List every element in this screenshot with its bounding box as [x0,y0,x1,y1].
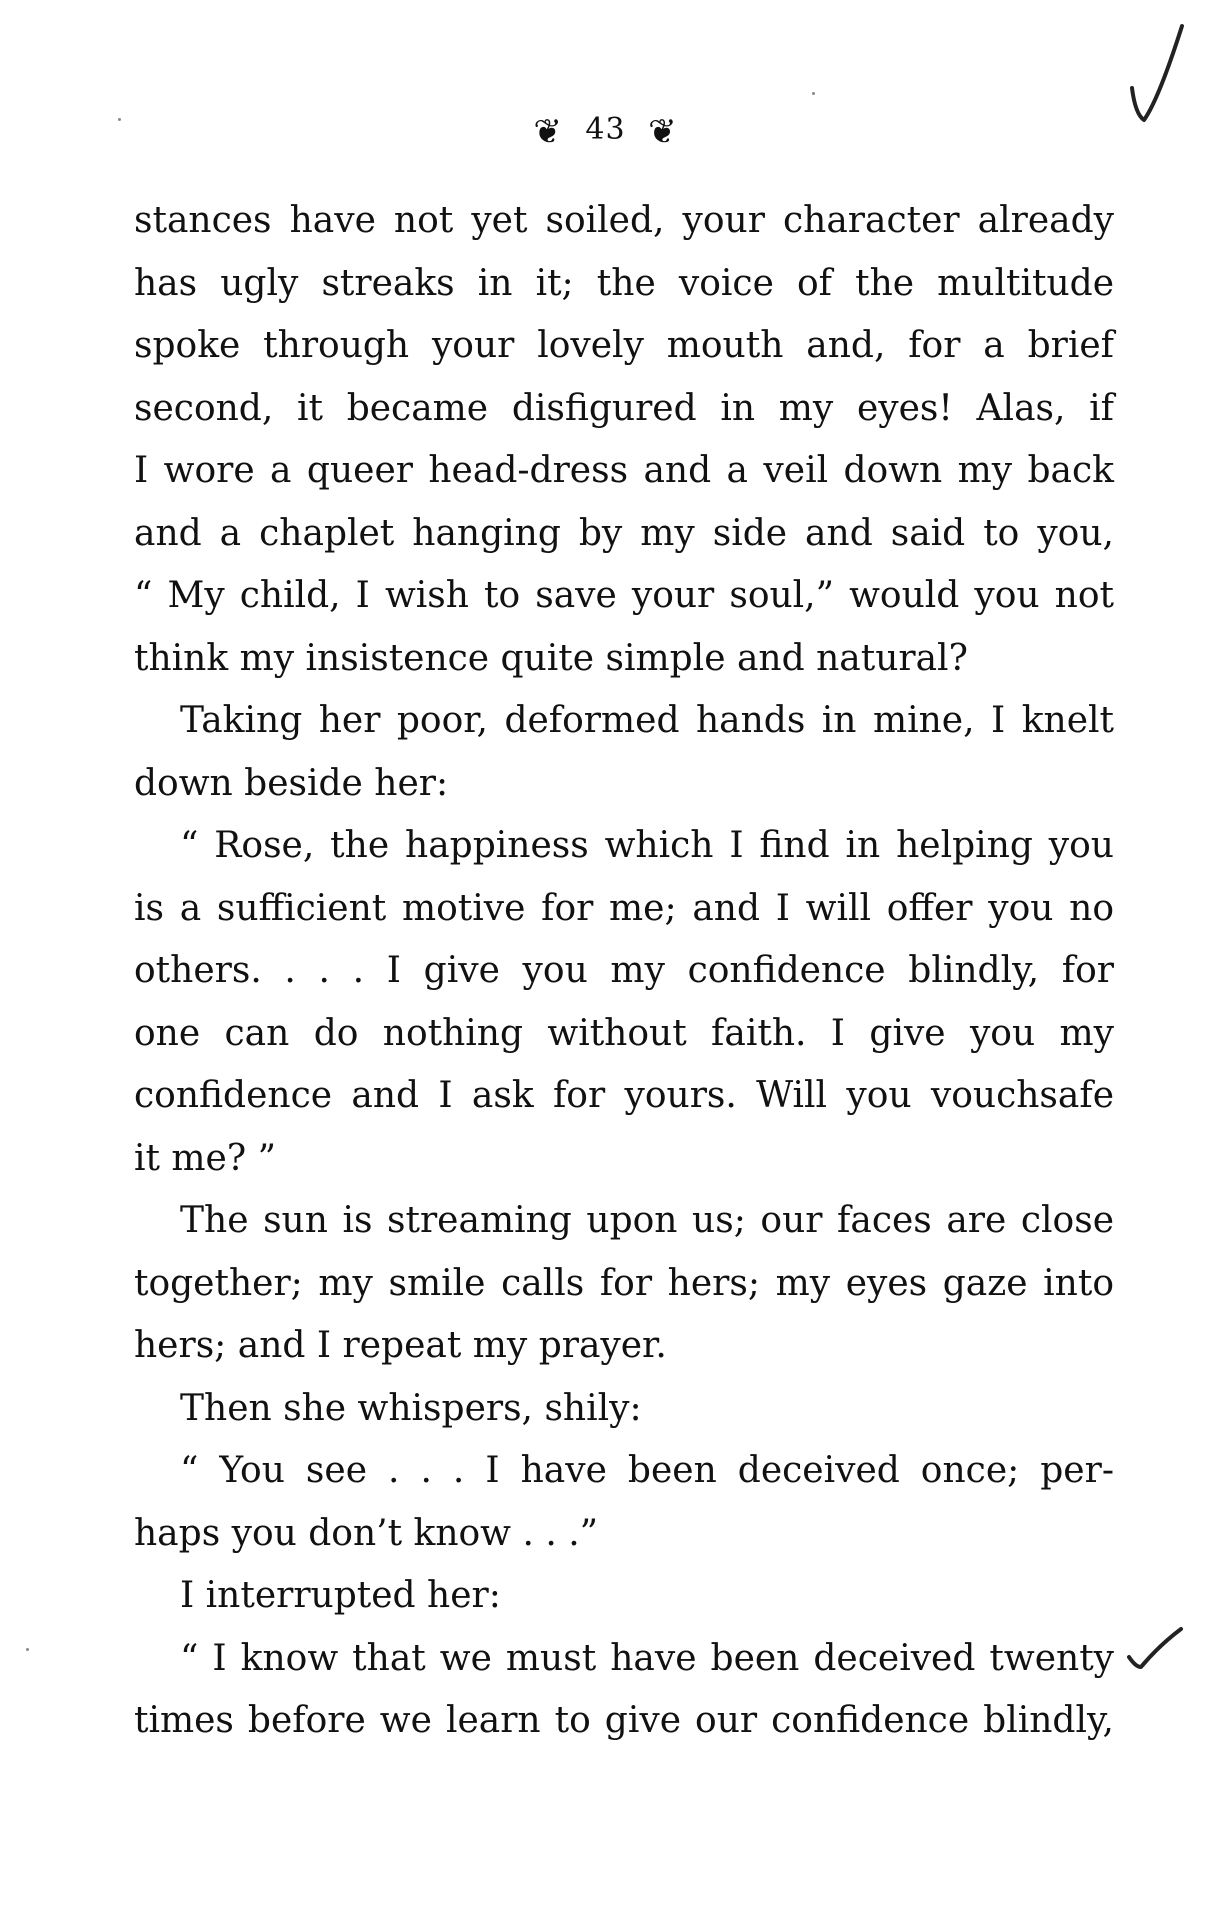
text-line: Taking her poor, deformed hands in mine, I knelt [180,700,1114,741]
text-line: “ I know that we must have been deceived twenty [180,1637,1114,1679]
text-line: times before we learn to give our confidence blindly, [134,1700,1114,1741]
body-text [134,190,1114,1753]
text-line: second, it became disfigured in my eyes! Alas, if [134,387,1114,429]
text-line: it me? ” [134,1137,277,1179]
ornament-left-icon: ❦ [533,112,563,152]
text-line: and a chaplet hanging by my side and said to you, [134,512,1114,554]
text-line: stances have not yet soiled, your character already [134,200,1114,241]
scan-speck [812,92,815,95]
page-header [0,112,1211,152]
text-line: others. . . . I give you my confidence blindly, for [134,950,1114,991]
ornament-right-icon: ❦ [648,112,678,152]
text-line: “ Rose, the happiness which I find in helping you [180,825,1114,866]
text-line: “ My child, I wish to save your soul,” would you not [134,575,1114,616]
text-line: is a sufficient motive for me; and I will offer you no [134,887,1114,929]
handwritten-check-bottom-icon [1125,1625,1185,1675]
text-line: I wore a queer head-dress and a veil down my back [134,450,1114,491]
text-line: The sun is streaming upon us; our faces are close [180,1200,1114,1241]
text-line: think my insistence quite simple and natural? [134,637,968,679]
text-line: haps you don’t know . . .” [134,1512,599,1554]
text-line: Then she whispers, shily: [180,1387,642,1429]
text-line: “ You see . . . I have been deceived once; per- [180,1450,1114,1491]
scan-speck [26,1648,29,1651]
text-line: down beside her: [134,762,449,804]
text-line: together; my smile calls for hers; my eyes gaze into [134,1262,1114,1304]
handwritten-check-top-icon [1120,20,1190,130]
text-line: has ugly streaks in it; the voice of the multitude [134,262,1114,304]
page-number: 43 [585,112,626,147]
text-line: confidence and I ask for yours. Will you vouchsafe [134,1075,1114,1116]
text-line: one can do nothing without faith. I give you my [134,1012,1114,1054]
text-line: hers; and I repeat my prayer. [134,1325,667,1366]
scan-speck [118,118,121,121]
text-line: spoke through your lovely mouth and, for a brief [134,325,1114,366]
text-line: I interrupted her: [180,1575,501,1616]
